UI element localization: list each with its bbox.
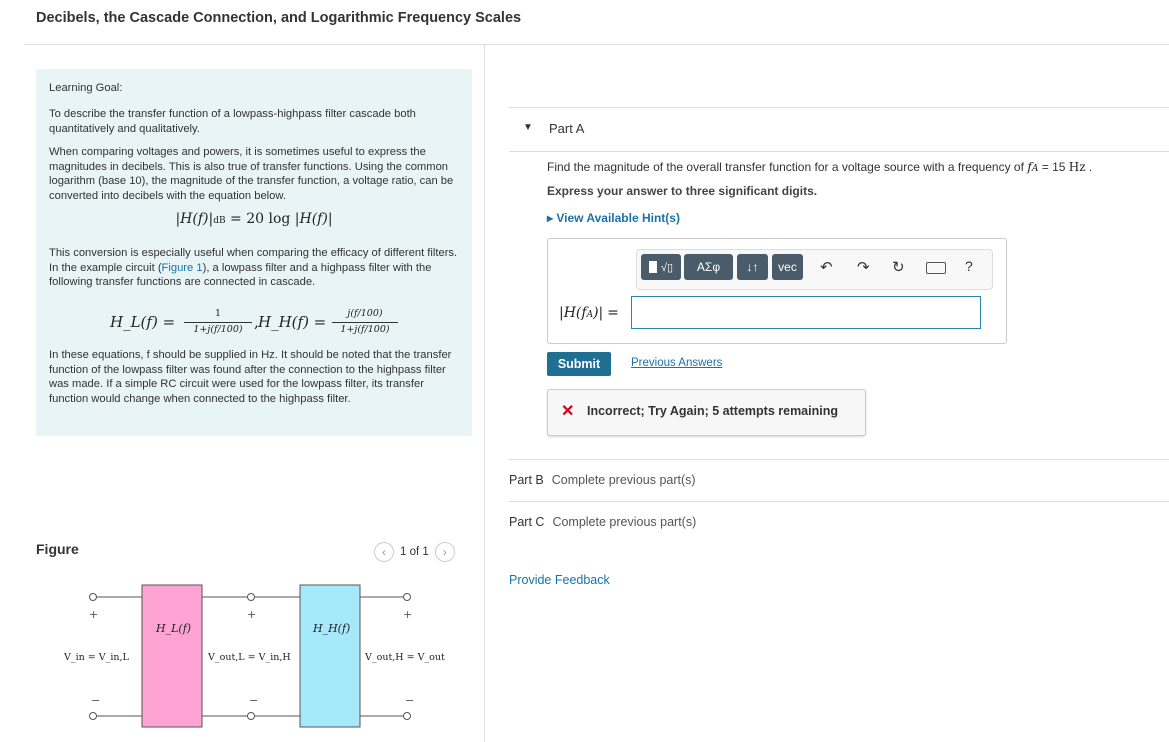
- part-c-row[interactable]: Part C Complete previous part(s): [509, 515, 697, 529]
- svg-text:+: +: [89, 608, 99, 621]
- goal-paragraph-2: When comparing voltages and powers, it is sometimes useful to express the magnitudes in decibels. This is also true of transfer functions. Using the common logarithm (base 10), the magnitude of the transfer function, a voltage ratio, can be converted into decibels with the equation below.: [49, 146, 454, 202]
- highpass-label: H_H(f): [313, 622, 351, 635]
- reset-icon[interactable]: ↻: [892, 259, 905, 276]
- svg-text:+: +: [247, 608, 257, 621]
- view-hints-link[interactable]: ▸ View Available Hint(s): [547, 211, 680, 225]
- sort-button[interactable]: ↓↑: [737, 254, 768, 280]
- vin-label: V_in = V_in,L: [64, 652, 129, 663]
- part-a-label: Part A: [549, 121, 585, 136]
- feedback-text: Incorrect; Try Again; 5 attempts remaining: [587, 404, 838, 418]
- next-figure-icon[interactable]: ›: [435, 542, 455, 562]
- goal-paragraph-3: This conversion is especially useful when comparing the efficacy of different filters. In the example circuit (Figure 1), a lowpass filter and a highpass filter with the following transfer functions are connected in cascade.: [49, 247, 458, 289]
- goal-paragraph-4: In these equations, f should be supplied in Hz. It should be noted that the transfer function of the lowpass filter was found after the connection to the highpass filter was made. If a simple RC circuit were used for the lowpass filter, its transfer function would change when connected to the highpass filter.: [49, 349, 452, 405]
- page-title: Decibels, the Cascade Connection, and Logarithmic Frequency Scales: [36, 10, 522, 26]
- highpass-filter-block: [300, 585, 360, 727]
- lowpass-filter-block: [142, 585, 202, 727]
- figure-1-link[interactable]: Figure 1: [161, 261, 203, 274]
- collapse-triangle-icon[interactable]: ▼: [523, 122, 533, 133]
- vout-label: V_out,H = V_out: [365, 652, 445, 663]
- column-divider: [484, 44, 485, 742]
- help-button[interactable]: ?: [965, 258, 973, 274]
- redo-icon[interactable]: ↷: [857, 259, 870, 276]
- part-a-instruction: Express your answer to three significant digits.: [547, 184, 818, 198]
- answer-label: |H(fA)| =: [559, 305, 619, 321]
- submit-button[interactable]: Submit: [547, 352, 611, 376]
- incorrect-x-icon: ✕: [561, 403, 575, 420]
- figure-page-count: 1 of 1: [400, 546, 429, 558]
- undo-icon[interactable]: ↶: [820, 259, 833, 276]
- transfer-function-equations: H_L(f) = 1 1+j(f/100) , H_H(f) = j(f/100) 1+j(f/100): [36, 305, 472, 341]
- vector-button[interactable]: vec: [772, 254, 803, 280]
- part-a-question: Find the magnitude of the overall transfer function for a voltage source with a frequency of fA = 15 Hz .: [547, 159, 1093, 174]
- previous-answers-link[interactable]: Previous Answers: [631, 357, 723, 369]
- vmid-label: V_out,L = V_in,H: [208, 652, 291, 663]
- part-a-header[interactable]: [509, 107, 1169, 152]
- provide-feedback-link[interactable]: Provide Feedback: [509, 573, 610, 587]
- prev-figure-icon[interactable]: ‹: [374, 542, 394, 562]
- learning-goal-box: [36, 69, 472, 436]
- header-divider: [24, 44, 1169, 45]
- template-button[interactable]: √▯: [641, 254, 681, 280]
- answer-input[interactable]: [631, 296, 981, 329]
- svg-text:−: −: [249, 694, 259, 707]
- figure-label: Figure: [36, 541, 79, 557]
- keyboard-icon[interactable]: [926, 262, 946, 274]
- greek-symbols-button[interactable]: ΑΣφ: [684, 254, 733, 280]
- figure-pager: [374, 542, 455, 562]
- lowpass-label: H_L(f): [156, 622, 192, 635]
- part-c-divider: [509, 501, 1169, 502]
- goal-heading: Learning Goal:: [49, 82, 123, 94]
- svg-text:+: +: [403, 608, 413, 621]
- svg-text:−: −: [91, 694, 101, 707]
- part-b-row[interactable]: Part B Complete previous part(s): [509, 473, 696, 487]
- goal-paragraph-1: To describe the transfer function of a lowpass-highpass filter cascade both quantitatively and qualitatively.: [49, 108, 416, 135]
- part-b-divider: [509, 459, 1169, 460]
- svg-text:−: −: [405, 694, 415, 707]
- db-equation: |H(f)|dB = 20 log |H(f)|: [175, 211, 333, 227]
- cascade-circuit-figure: [36, 570, 472, 742]
